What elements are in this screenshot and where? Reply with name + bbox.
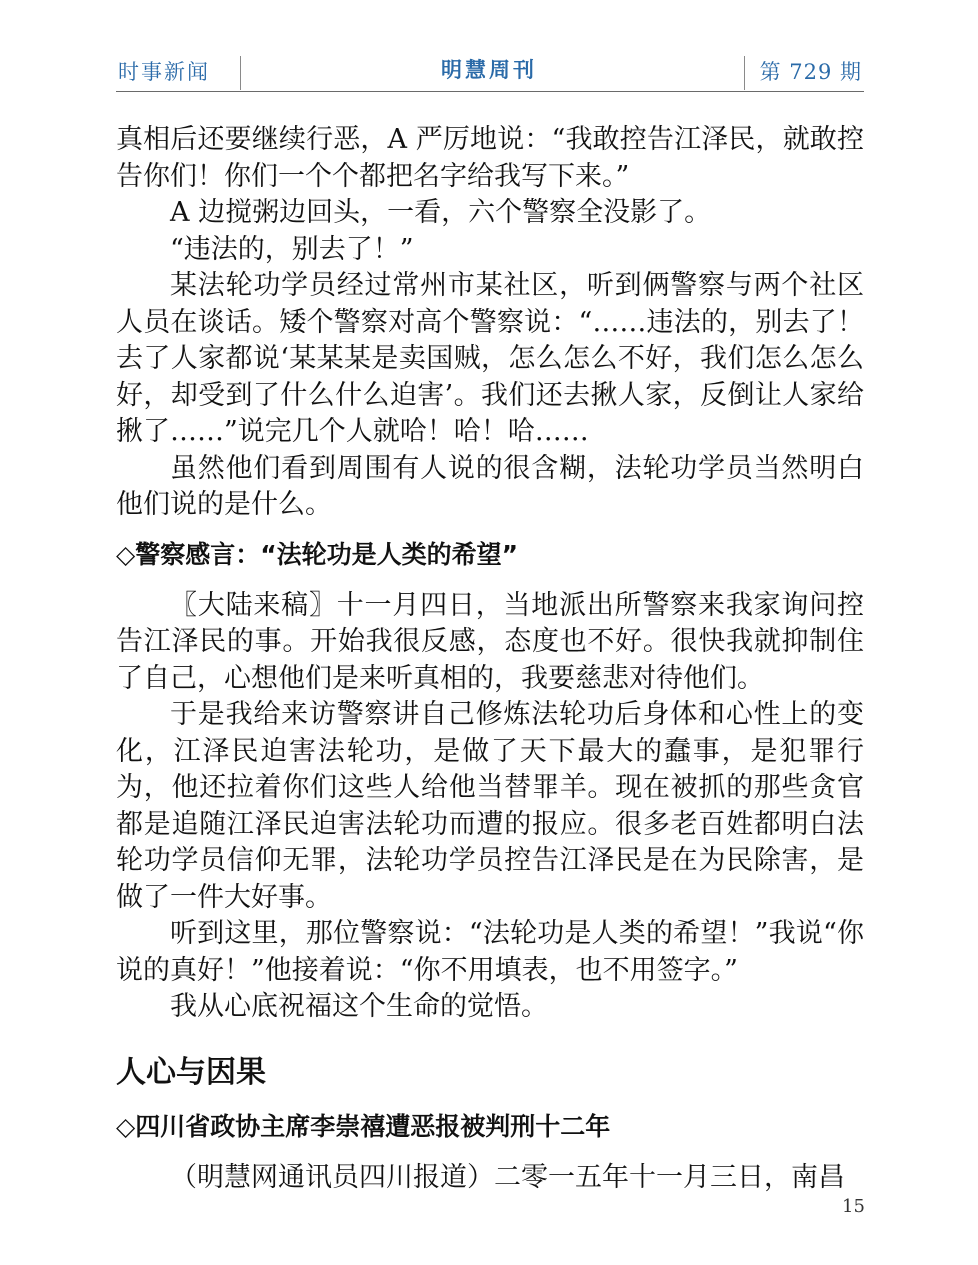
paragraph: 某法轮功学员经过常州市某社区，听到俩警察与两个社区人员在谈话。矮个警察对高个警察说：“……违法的，别去了！去了人家都说‘某某某是卖国贼，怎么怎么不好，我们怎么怎么好，却受到了什么什么迫害’。我们还去揪人家，反倒让人家给揪了……”说完几个人就哈！哈！哈…… [116, 270, 864, 447]
article-heading-police: ◇警察感言：“法轮功是人类的希望” [116, 539, 519, 569]
paragraph: 我从心底祝福这个生命的觉悟。 [170, 991, 548, 1022]
page-header [116, 52, 864, 92]
header-rule [116, 91, 864, 92]
paragraph: 虽然他们看到周围有人说的很含糊，法轮功学员当然明白他们说的是什么。 [116, 452, 864, 520]
header-section: 时事新闻 [118, 60, 210, 84]
article-body [116, 122, 864, 1196]
paragraph: 真相后还要继续行恶，A 严厉地说：“我敢控告江泽民，就敢控告你们！你们一个个都把名字给我写下来。” [116, 124, 864, 192]
paragraph: 于是我给来访警察讲自己修炼法轮功后身体和心性上的变化，江泽民迫害法轮功，是做了天下最大的蠢事，是犯罪行为，他还拉着你们这些人给他当替罪羊。现在被抓的那些贪官都是追随江泽民迫害法轮功而遭的报应。很多老百姓都明白法轮功学员信仰无罪，法轮功学员控告江泽民是在为民除害，是做了一件大好事。 [116, 699, 864, 913]
article-heading-sichuan: ◇四川省政协主席李崇禧遭恶报被判刑十二年 [116, 1111, 611, 1141]
header-issue-number: 第 729 期 [759, 60, 862, 84]
paragraph: （明慧网通讯员四川报道）二零一五年十一月三日，南昌 [170, 1161, 845, 1193]
page-number: 15 [842, 1196, 865, 1217]
header-divider-left [240, 56, 241, 90]
paragraph: A 边搅粥边回头，一看，六个警察全没影了。 [170, 197, 712, 228]
paragraph: 〖大陆来稿〗十一月四日，当地派出所警察来我家询问控告江泽民的事。开始我很反感，态度也不好。很快我就抑制住了自己，心想他们是来听真相的，我要慈悲对待他们。 [116, 589, 864, 694]
header-publication-title: 明慧周刊 [441, 58, 537, 82]
subheading-quote: “违法的，别去了！” [170, 233, 414, 265]
section-title: 人心与因果 [116, 1054, 266, 1090]
paragraph: 听到这里，那位警察说：“法轮功是人类的希望！”我说“你说的真好！”他接着说：“你不用填表，也不用签字。” [116, 918, 864, 986]
header-divider-right [744, 56, 745, 90]
